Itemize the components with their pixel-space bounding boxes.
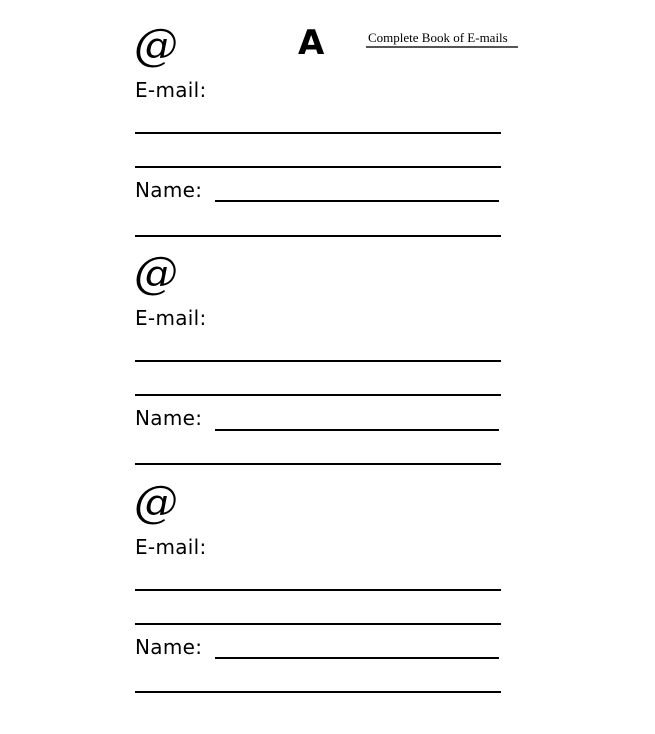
name-line[interactable] — [135, 691, 501, 693]
name-label: Name: — [135, 178, 203, 202]
email-label: E-mail: — [135, 535, 207, 559]
email-line[interactable] — [135, 132, 501, 134]
page-letter: A — [298, 23, 325, 63]
name-line[interactable] — [215, 200, 499, 202]
at-sign-icon: @ — [134, 248, 178, 299]
at-sign-icon: @ — [134, 20, 178, 71]
name-line[interactable] — [135, 235, 501, 237]
book-title: Complete Book of E-mails — [366, 30, 518, 48]
name-line[interactable] — [215, 429, 499, 431]
at-sign-icon: @ — [134, 477, 178, 528]
email-label: E-mail: — [135, 78, 207, 102]
name-label: Name: — [135, 406, 203, 430]
name-label: Name: — [135, 635, 203, 659]
email-line[interactable] — [135, 360, 501, 362]
email-label: E-mail: — [135, 306, 207, 330]
name-line[interactable] — [135, 463, 501, 465]
email-line[interactable] — [135, 623, 501, 625]
email-line[interactable] — [135, 394, 501, 396]
name-line[interactable] — [215, 657, 499, 659]
email-line[interactable] — [135, 166, 501, 168]
email-line[interactable] — [135, 589, 501, 591]
